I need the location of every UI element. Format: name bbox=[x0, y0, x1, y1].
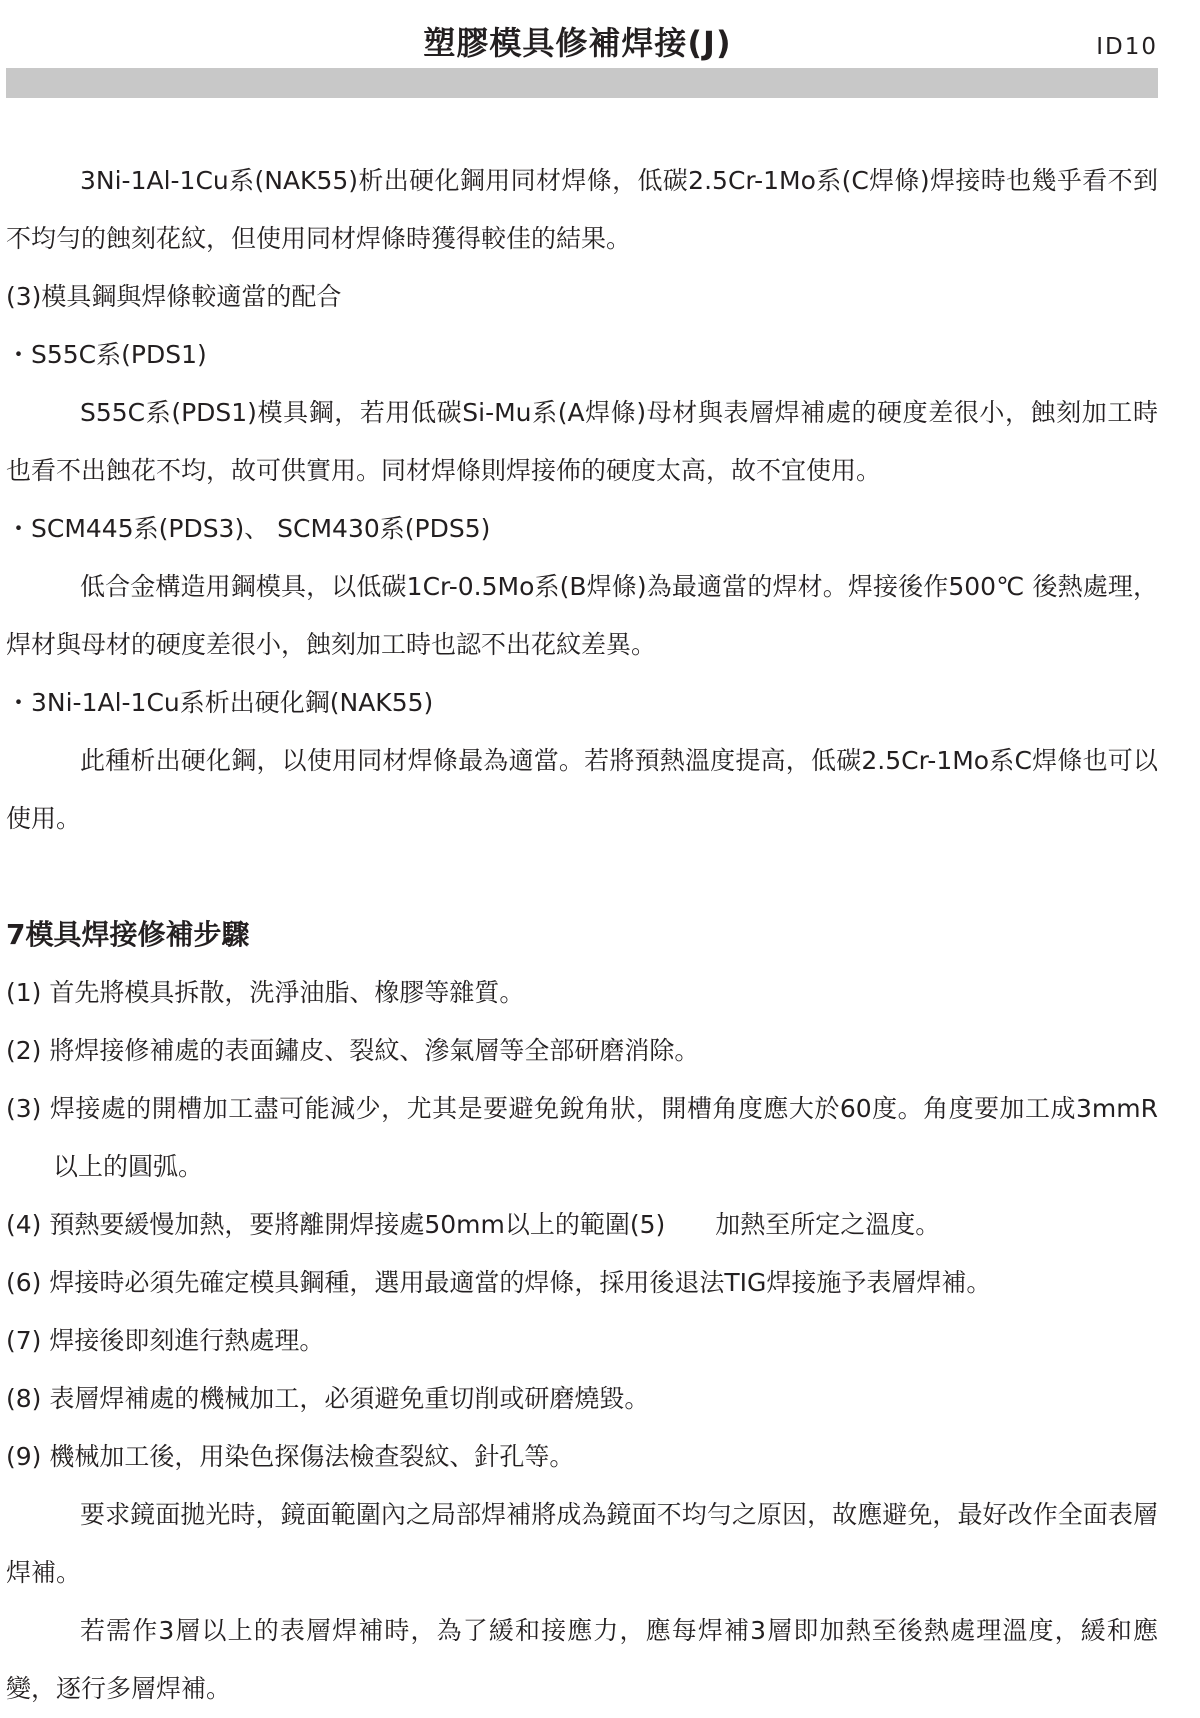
step-item: (6) 焊接時必須先確定模具鋼種，選用最適當的焊條，採用後退法TIG焊接施予表層焊補。 bbox=[6, 1268, 992, 1297]
intro-paragraph: 3Ni-1Al-1Cu系(NAK55)析出硬化鋼用同材焊條，低碳2.5Cr-1Mo系(C焊條)焊接時也幾乎看不到不均勻的蝕刻花紋，但使用同材焊條時獲得較佳的結果。 bbox=[6, 166, 1158, 253]
note-paragraph: 要求鏡面拋光時，鏡面範圍內之局部焊補將成為鏡面不均勻之原因，故應避免，最好改作全面表層焊補。 bbox=[6, 1500, 1158, 1587]
bullet-nak55: ・3Ni-1Al-1Cu系析出硬化鋼(NAK55) bbox=[6, 688, 434, 717]
step-item: (4) 預熱要緩慢加熱，要將離開焊接處50mm以上的範圍(5) 加熱至所定之溫度。 bbox=[6, 1210, 941, 1239]
bullet-s55c: ・S55C系(PDS1) bbox=[6, 340, 207, 369]
section-7-heading: 7模具焊接修補步驟 bbox=[6, 918, 250, 951]
step-item: (7) 焊接後即刻進行熱處理。 bbox=[6, 1326, 325, 1355]
step-item: (9) 機械加工後，用染色探傷法檢查裂紋、針孔等。 bbox=[6, 1442, 575, 1471]
step-item: (8) 表層焊補處的機械加工，必須避免重切削或研磨燒毀。 bbox=[6, 1384, 650, 1413]
step-item: (1) 首先將模具拆散，洗淨油脂、橡膠等雜質。 bbox=[6, 978, 525, 1007]
step-item: (3) 焊接處的開槽加工盡可能減少，尤其是要避免銳角狀，開槽角度應大於60度。角度要加工成3mmR以上的圓弧。 bbox=[6, 1094, 1158, 1181]
page-title: 塑膠模具修補焊接(J) bbox=[423, 24, 732, 62]
section-3-heading: (3)模具鋼與焊條較適當的配合 bbox=[6, 282, 342, 311]
paragraph-s55c: S55C系(PDS1)模具鋼，若用低碳Si-Mu系(A焊條)母材與表層焊補處的硬度差很小，蝕刻加工時也看不出蝕花不均，故可供實用。同材焊條則焊接佈的硬度太高，故不宜使用。 bbox=[6, 398, 1158, 485]
step-item: (2) 將焊接修補處的表面鏽皮、裂紋、滲氣層等全部研磨消除。 bbox=[6, 1036, 700, 1065]
bullet-scm: ・SCM445系(PDS3)、 SCM430系(PDS5) bbox=[6, 514, 491, 543]
note-paragraph: 若需作3層以上的表層焊補時，為了緩和接應力，應每焊補3層即加熱至後熱處理溫度，緩和應變，逐行多層焊補。 bbox=[6, 1616, 1158, 1703]
page-content bbox=[6, 152, 1158, 1718]
page-id: ID10 bbox=[1096, 34, 1158, 60]
header-bar bbox=[6, 68, 1158, 98]
paragraph-scm: 低合金構造用鋼模具，以低碳1Cr-0.5Mo系(B焊條)為最適當的焊材。焊接後作500℃ 後熱處理，焊材與母材的硬度差很小，蝕刻加工時也認不出花紋差異。 bbox=[6, 572, 1158, 659]
paragraph-nak55: 此種析出硬化鋼，以使用同材焊條最為適當。若將預熱溫度提高，低碳2.5Cr-1Mo系C焊條也可以使用。 bbox=[6, 746, 1158, 833]
